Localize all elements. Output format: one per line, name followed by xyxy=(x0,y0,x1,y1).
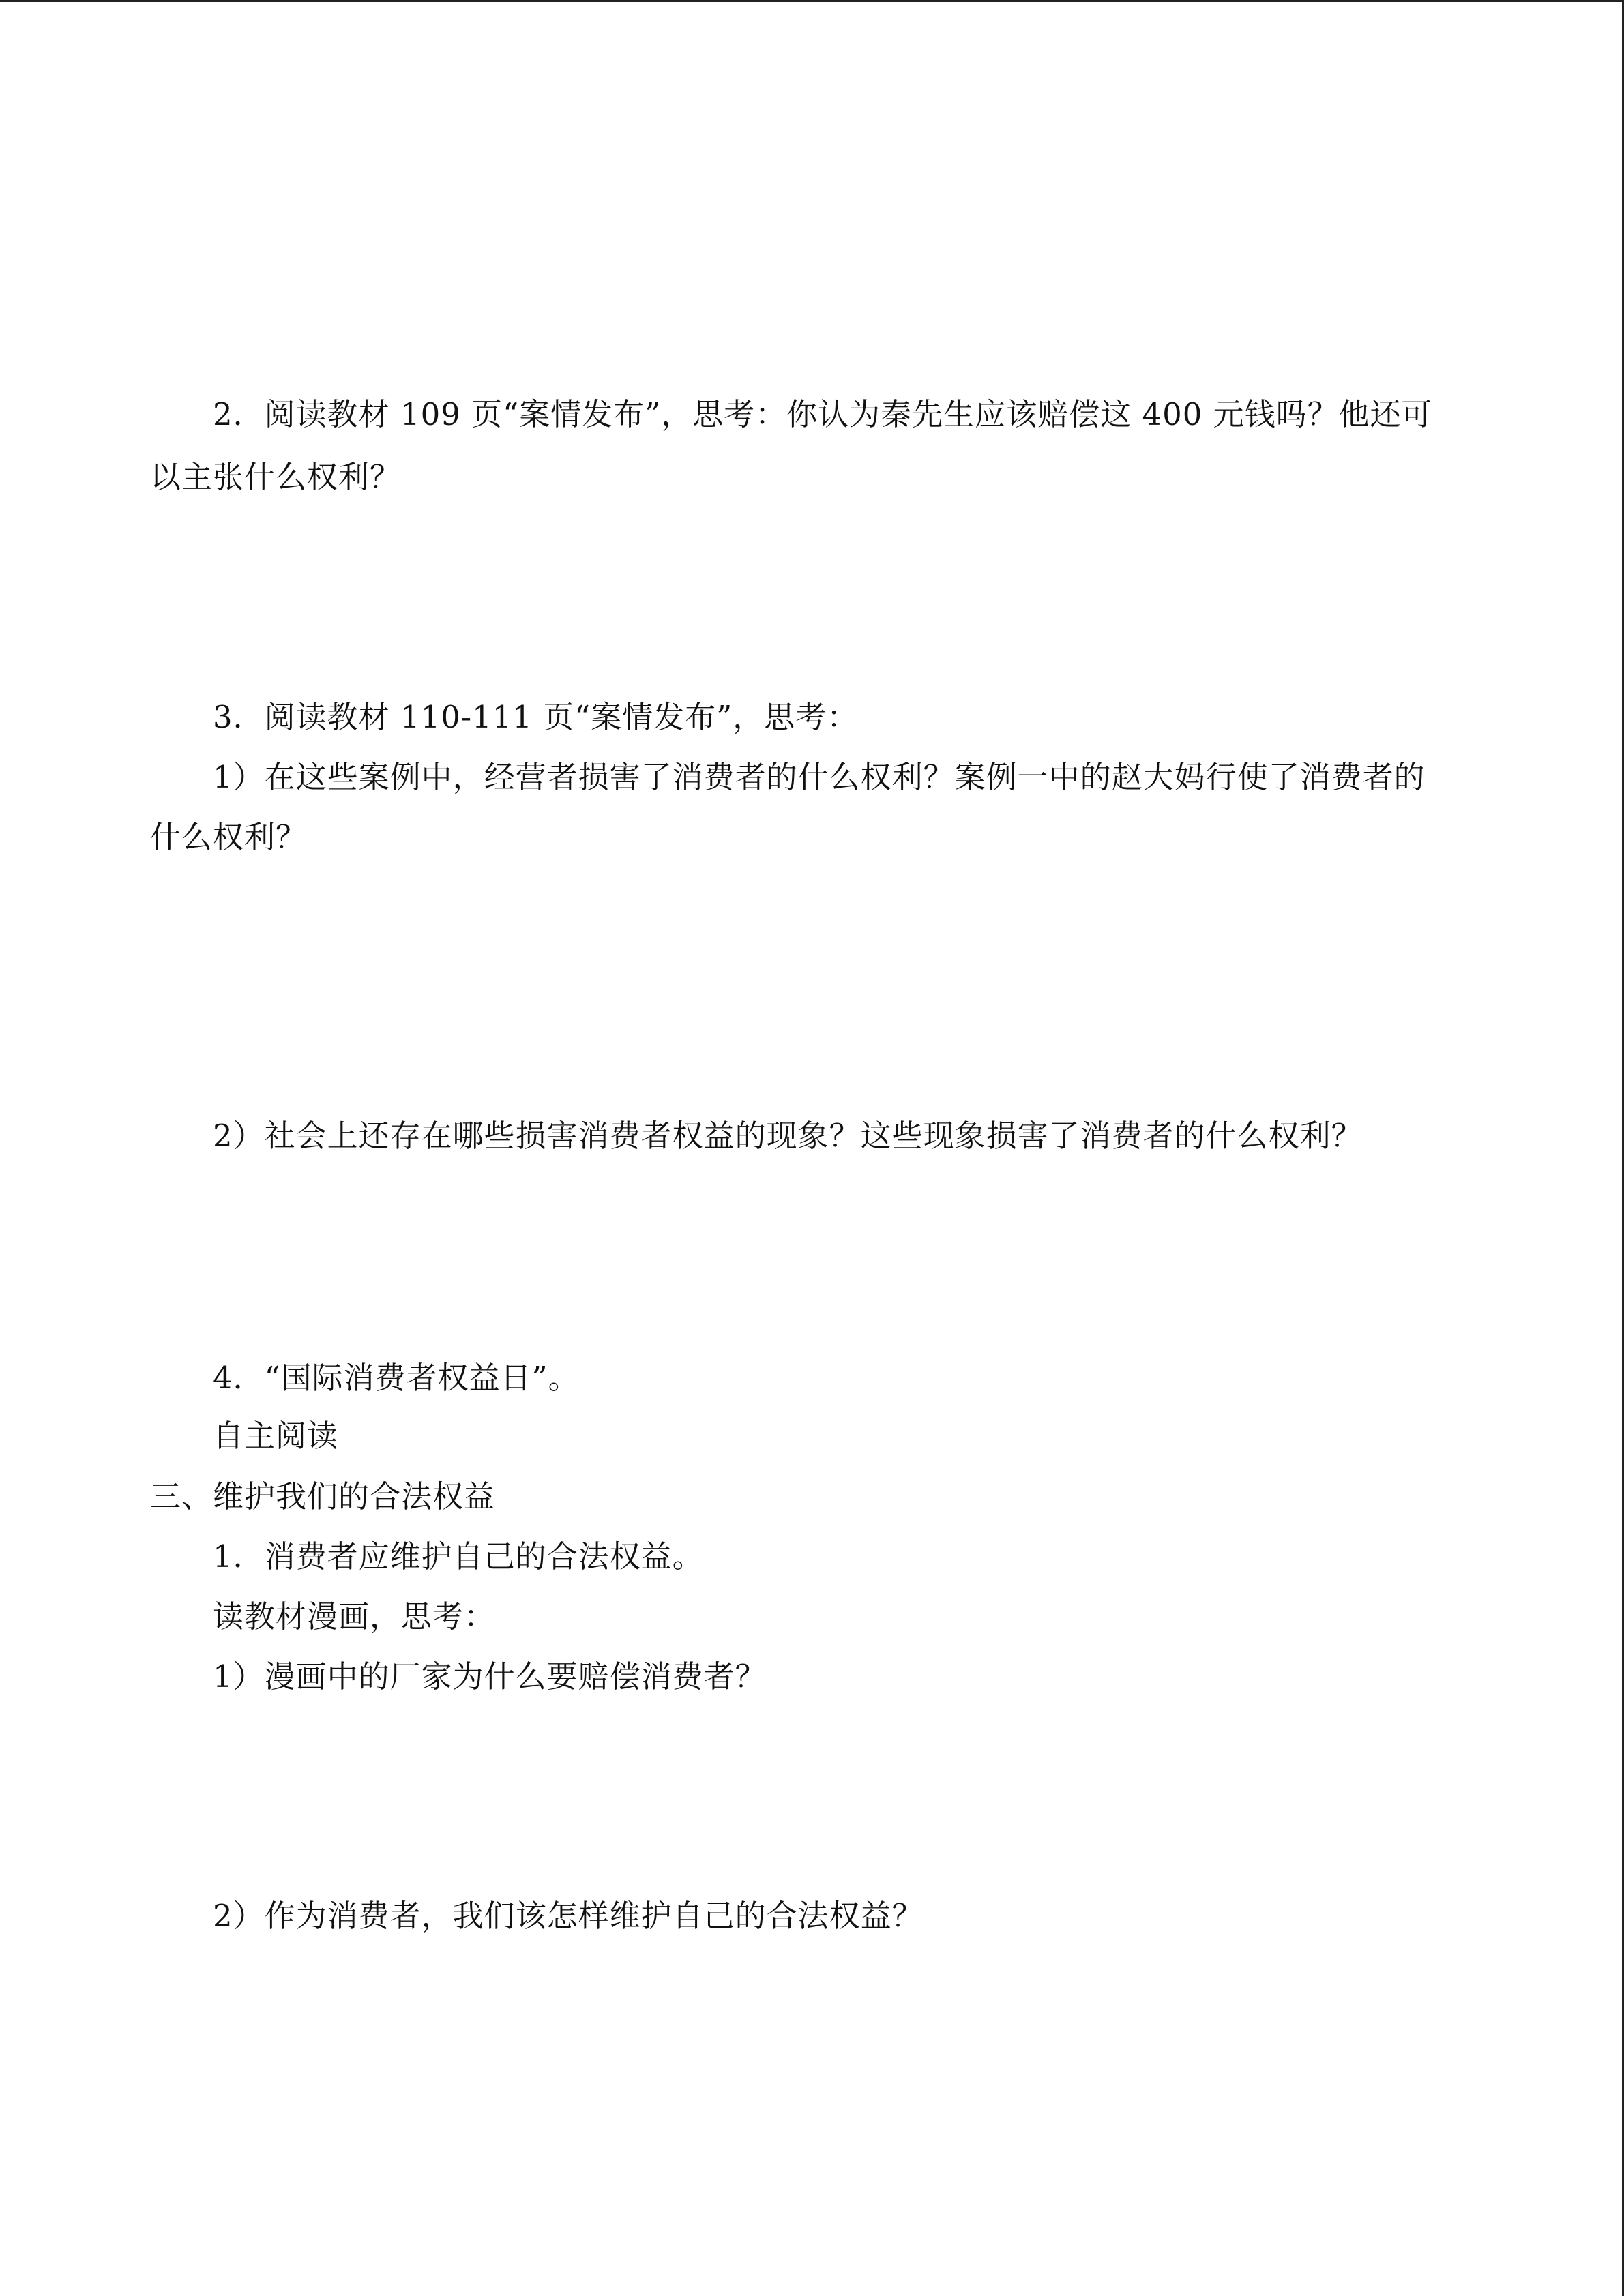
section-3-item-1: 1．消费者应维护自己的合法权益。 xyxy=(213,1538,704,1575)
section-3-heading: 三、维护我们的合法权益 xyxy=(150,1478,496,1515)
comic-question-2: 2）作为消费者，我们该怎样维护自己的合法权益？ xyxy=(213,1898,924,1934)
question-3-heading: 3．阅读教材 110-111 页“案情发布”，思考： xyxy=(213,699,859,735)
comic-reading-prompt: 读教材漫画，思考： xyxy=(213,1598,496,1635)
question-4: 4．“国际消费者权益日”。 xyxy=(213,1360,580,1396)
page-border-top xyxy=(0,0,1624,2)
comic-question-1: 1）漫画中的厂家为什么要赔偿消费者？ xyxy=(213,1658,767,1695)
question-2-line-1: 2．阅读教材 109 页“案情发布”，思考：你认为秦先生应该赔偿这 400 元钱吗？他还可 xyxy=(213,396,1433,432)
question-3-2: 2）社会上还存在哪些损害消费者权益的现象？这些现象损害了消费者的什么权利？ xyxy=(213,1118,1363,1154)
self-reading-label: 自主阅读 xyxy=(213,1418,339,1454)
question-2-line-2: 以主张什么权利？ xyxy=(150,459,402,495)
question-3-1-line-1: 1）在这些案例中，经营者损害了消费者的什么权利？案例一中的赵大妈行使了消费者的 xyxy=(213,759,1426,795)
question-3-1-line-2: 什么权利？ xyxy=(150,819,308,855)
